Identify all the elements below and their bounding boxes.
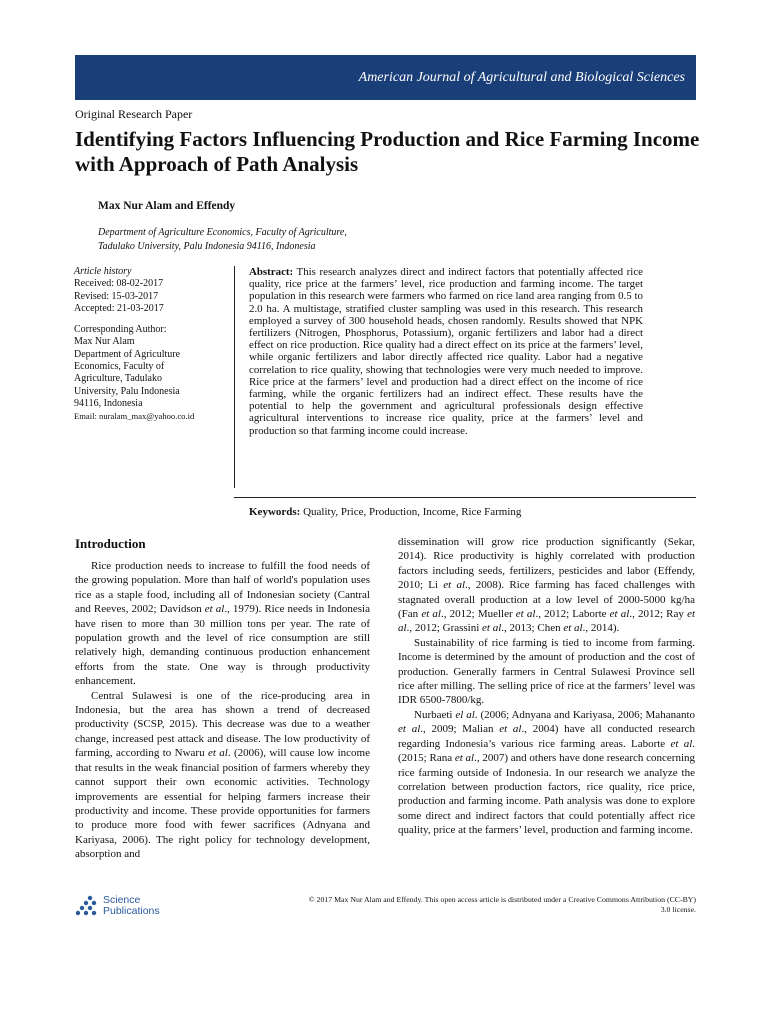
citation-et-al: et al — [563, 622, 583, 635]
citation-et-al: et al — [398, 723, 421, 736]
publisher-logo — [74, 893, 160, 919]
paragraph: Nurbaeti el al. (2006; Adnyana and Kariyasa, 2006; Mahananto et al., 2009; Malian et al., 2004) have all conducted research regarding Indonesia’s various rice farming areas. Laborte et al. (2015; Rana et al., 2007) and others have done research concerning rice farming outside of Indonesia. In our research we analyze the correlation between production factors, rice quality, rice price, production and farming income. Path analysis was done to explore some direct and indirect factors that could potentially affect rice quality, price at the farmers’ level, production and farming income. — [398, 708, 696, 837]
citation-et-al: et al — [515, 608, 536, 621]
article-info-sidebar — [74, 266, 234, 423]
citation-et-al: et al — [204, 603, 225, 616]
authors: Max Nur Alam and Effendy — [98, 200, 236, 212]
paper-type: Original Research Paper — [75, 107, 193, 121]
license-line: 3.0 license. — [660, 905, 696, 914]
citation-et-al: et al — [670, 737, 693, 750]
paper-title: Identifying Factors Influencing Production and Rice Farming Income with Approach of Path Analysis — [75, 127, 700, 176]
publisher-name-line: Publications — [103, 905, 160, 917]
keywords-text: Quality, Price, Production, Income, Rice Farming — [303, 506, 522, 518]
corresponding-line: 94116, Indonesia — [74, 397, 143, 409]
citation-et-al: et al — [609, 608, 630, 621]
abstract-divider — [234, 497, 696, 498]
keywords-label: Keywords: — [249, 506, 301, 518]
license-footer — [226, 895, 696, 915]
corresponding-author-label: Corresponding Author: — [74, 324, 167, 336]
citation-et-al: et al — [482, 622, 502, 635]
paragraph: Rice production needs to increase to fulfill the food needs of the growing population. More than half of world's population uses rice as a staple food, including all of Indonesian society (Cantral and Reeves, 2002; Davidson et al., 1979). Rice needs in Indonesia have risen to more than 30 million tons per year. The rate of population growth and the level of rice consumption are still relatively high, demanding continuous production enhancement efforts from the state. One way is through productivity enhancement. — [75, 560, 370, 688]
corresponding-line: Department of Agriculture — [74, 348, 181, 360]
affiliation — [98, 226, 347, 254]
accepted-date: Accepted: 21-03-2017 — [74, 302, 164, 314]
abstract-text: This research analyzes direct and indirect factors that potentially affected rice quality, rice price at the farmers’ level, rice production and farming income. The target population in this research were farmers who farmed on rice land area ranging from 0.5 to 2.0 ha. A multistage, stratified cluster sampling was used in this research. This research employed a survey of 300 household heads, chosen randomly. Results showed that NPK fertilizers (Nitrogen, Phosphorus, Potassium), organic fertilizers and labor had a direct effect on rice production. Rice quality had a direct effect on its price at the farmers’ level, while organic fertilizers and labor directly affected rice quality. Labor had a negative correlation to rice quality, showing that technologies were very much needed to improve. Rice price at the farmers’ level and production had a direct effect on the income of rice farming, while the organic fertilizers had an indirect effect. These results have the potential to help the government and agricultural professionals design effective agricultural interventions to increase rice quality, price at the farmers’ level and production so that farming income could increase. — [249, 266, 643, 437]
journal-name: American Journal of Agricultural and Biological Sciences — [358, 69, 685, 85]
citation-et-al: et al — [207, 747, 228, 760]
journal-banner — [75, 55, 696, 100]
received-date: Received: 08-02-2017 — [74, 278, 164, 290]
paragraph: Central Sulawesi is one of the rice-producing area in Indonesia, but the area has shown a trend of decreased productivity (SCSP, 2015). This decrease was due to a weather change, increased pest attack and disease. The low productivity of farming, according to Nwaru et al. (2006), will cause low income that results in the weak financial position of farmers whereby they cannot support their own economic activities. Technology improvements are essential for helping farmers increase their productivity and income. These provide opportunities for farmers to produce more food with fewer sacrifices (Adnyana and Kariyasa, 2006). The right policy for technology development, absorption and — [75, 689, 370, 861]
sidebar-divider — [234, 266, 235, 488]
paragraph: Sustainability of rice farming is tied to income from farming. Income is determined by the amount of production and the cost of production. Generally farmers in Central Sulawesi Province sell rice after milling. The selling price of rice at the farmers’ level was IDR 6500-7800/kg. — [398, 636, 695, 707]
citation-et-al: et al — [454, 752, 475, 765]
citation-et-al: el al — [455, 708, 475, 721]
body-column-left — [75, 559, 370, 862]
paragraph: dissemination will grow rice production significantly (Sekar, 2014). Rice productivity is highly correlated with production factors including seeds, fertilizers, pesticides and labor (Effendy, 2010; Li et al., 2008). Rice farming has faced challenges with stagnated overall production at a low level of 2000-5000 kg/ha (Fan et al., 2012; Mueller et al., 2012; Laborte et al., 2012; Ray et al., 2012; Grassini et al., 2013; Chen et al., 2014). — [398, 536, 696, 635]
keywords — [249, 506, 521, 518]
science-publications-logo-icon — [74, 893, 100, 919]
citation-et-al: et al — [499, 723, 522, 736]
body-column-right — [398, 535, 695, 838]
publisher-name — [103, 895, 160, 918]
citation-et-al: et al — [421, 608, 441, 621]
affiliation-line: Tadulako University, Palu Indonesia 94116, Indonesia — [98, 241, 316, 252]
revised-date: Revised: 15-03-2017 — [74, 290, 159, 302]
corresponding-line: Max Nur Alam — [74, 336, 135, 348]
introduction-heading: Introduction — [75, 536, 146, 551]
citation-et-al: et al — [443, 579, 466, 592]
publisher-name-line: Science — [103, 893, 141, 906]
author-email: Email: nuralam_max@yahoo.co.id — [74, 411, 195, 422]
corresponding-line: Economics, Faculty of — [74, 361, 165, 373]
corresponding-line: University, Palu Indonesia — [74, 385, 180, 397]
affiliation-line: Department of Agriculture Economics, Faculty of Agriculture, — [98, 227, 347, 238]
article-history-label: Article history — [74, 266, 132, 277]
citation-et-al: et al — [398, 608, 696, 635]
abstract-label: Abstract: — [249, 266, 294, 278]
license-line: © 2017 Max Nur Alam and Effendy. This open access article is distributed under a Creative Commons Attribution (CC-BY) — [308, 895, 696, 904]
abstract — [249, 266, 643, 437]
corresponding-line: Agriculture, Tadulako — [74, 373, 162, 385]
